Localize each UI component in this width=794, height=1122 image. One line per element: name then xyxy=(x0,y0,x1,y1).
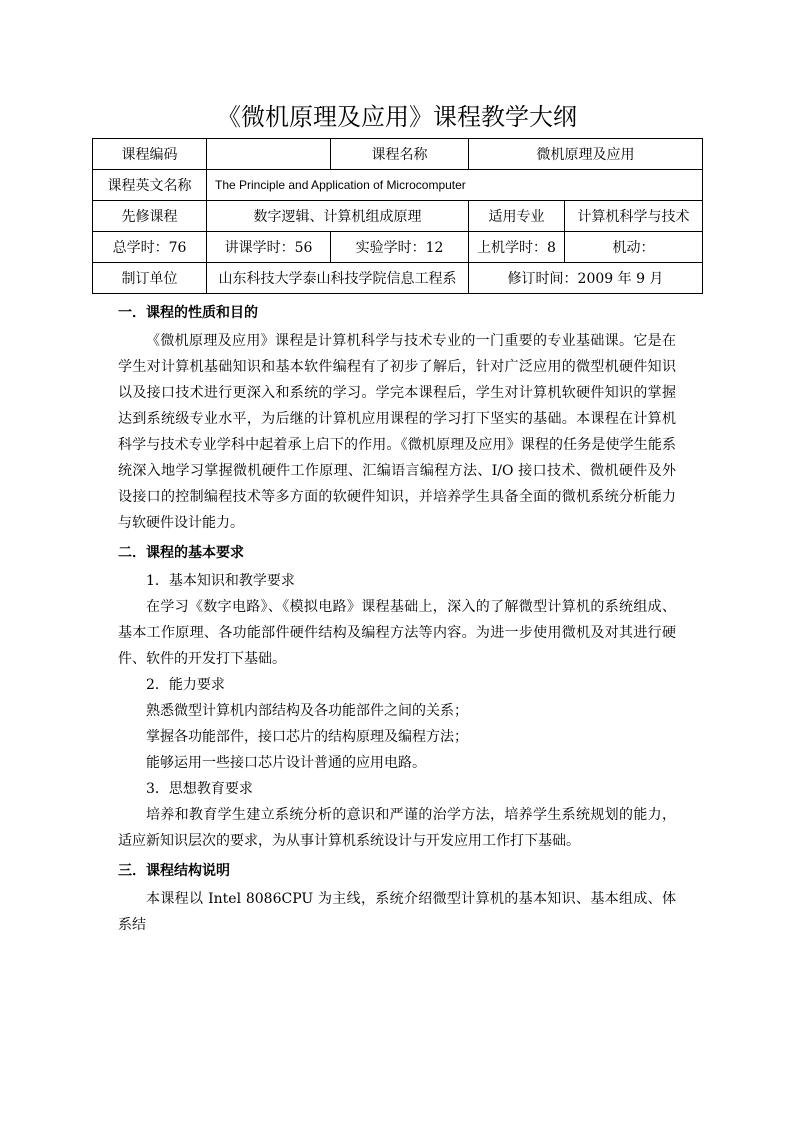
course-code-label: 课程编码 xyxy=(93,139,207,170)
english-name-value: The Principle and Application of Microcomputer xyxy=(207,170,703,201)
list-item: 能够运用一些接口芯片设计普通的应用电路。 xyxy=(146,755,426,771)
flexible-hours: 机动： xyxy=(565,232,703,263)
section-heading: 三．课程结构说明 xyxy=(118,863,230,879)
course-name-label: 课程名称 xyxy=(331,139,469,170)
course-code-value xyxy=(207,139,331,170)
table-row xyxy=(93,201,703,232)
list-item: 熟悉微型计算机内部结构及各功能部件之间的关系； xyxy=(146,703,468,719)
computer-hours: 上机学时：8 xyxy=(469,232,565,263)
list-item: 掌握各功能部件，接口芯片的结构原理及编程方法； xyxy=(146,729,468,745)
unit-value: 山东科技大学泰山科技学院信息工程系 xyxy=(207,263,469,294)
lecture-hours: 讲课学时：56 xyxy=(207,232,331,263)
table-row xyxy=(93,139,703,170)
subsection-title: 3．思想教育要求 xyxy=(146,781,253,797)
lab-hours: 实验学时：12 xyxy=(331,232,469,263)
section-paragraph: 在学习《数字电路》、《模拟电路》课程基础上，深入的了解微型计算机的系统组成、基本工作原理、各功能部件硬件结构及编程方法等内容。为进一步使用微机及对其进行硬件、软件的开发打下基础。 xyxy=(118,599,676,667)
table-row xyxy=(93,263,703,294)
table-row xyxy=(93,170,703,201)
section-heading: 二．课程的基本要求 xyxy=(118,545,244,561)
section-paragraph: 《微机原理及应用》课程是计算机科学与技术专业的一门重要的专业基础课。它是在学生对计算机基础知识和基本软件编程有了初步了解后，针对广泛应用的微型机硬件知识以及接口技术进行更深入和系统的学习。学完本课程后，学生对计算机软硬件知识的掌握达到系统级专业水平，为后继的计算机应用课程的学习打下坚实的基础。本课程在计算机科学与技术专业学科中起着承上启下的作用。《微机原理及应用》课程的任务是使学生能系统深入地学习掌握微机硬件工作原理、汇编语言编程方法、I/O 接口技术、微机硬件及外设接口的控制编程技术等多方面的软硬件知识，并培养学生具备全面的微机系统分析能力与软硬件设计能力。 xyxy=(118,333,676,531)
course-name-value: 微机原理及应用 xyxy=(469,139,703,170)
total-hours: 总学时：76 xyxy=(93,232,207,263)
major-value: 计算机科学与技术 xyxy=(565,201,703,232)
subsection-title: 1．基本知识和教学要求 xyxy=(146,573,295,589)
section-paragraph: 培养和教育学生建立系统分析的意识和严谨的治学方法，培养学生系统规划的能力，适应新知识层次的要求，为从事计算机系统设计与开发应用工作打下基础。 xyxy=(118,807,676,849)
course-info-table xyxy=(92,138,703,294)
document-title: 《微机原理及应用》课程教学大纲 xyxy=(217,103,577,131)
subsection-title: 2．能力要求 xyxy=(146,677,225,693)
table-row xyxy=(93,232,703,263)
prerequisite-value: 数字逻辑、计算机组成原理 xyxy=(207,201,469,232)
major-label: 适用专业 xyxy=(469,201,565,232)
section-heading: 一．课程的性质和目的 xyxy=(118,305,258,321)
section-paragraph: 本课程以 Intel 8086CPU 为主线，系统介绍微型计算机的基本知识、基本组成、体系结 xyxy=(118,891,676,933)
english-name-label: 课程英文名称 xyxy=(93,170,207,201)
unit-label: 制订单位 xyxy=(93,263,207,294)
revision-date: 修订时间：2009 年 9 月 xyxy=(469,263,703,294)
prerequisite-label: 先修课程 xyxy=(93,201,207,232)
document-body xyxy=(118,302,676,938)
